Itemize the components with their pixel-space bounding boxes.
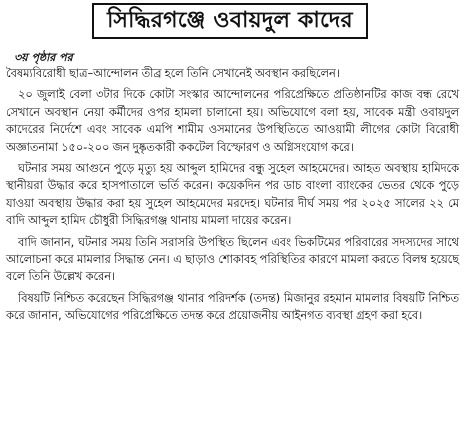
paragraph: বিষয়টি নিশ্চিত করেছেন সিদ্ধিরগঞ্জ থানার পরিদর্শক (তদন্ত) মিজানুর রহমান মামলার বিষয়টি নিশ্চিত করে জানান, অভিযোগের পরিপ্রেক্ষিতে তদন্ত করে প্রয়োজনীয় আইনগত ব্যবস্থা গ্রহণ করা হবে। (6, 291, 459, 323)
paragraph: বাদি জানান, ঘটনার সময় তিনি সরাসরি উপস্থিত ছিলেন এবং ভিকটিমের পরিবারের সদস্যদের সাথে আলোচনা করে মামলার সিদ্ধান্ত নেন। এ ছাড়াও শোকাবহ পরিস্থিতির কারণে মামলা করতে বিলম্ব হয়েছে বলে তিনি উল্লেখ করেন। (6, 235, 459, 284)
paragraph: ২০ জুলাই বেলা ৩টার দিকে কোটা সংস্কার আন্দোলনের পরিপ্রেক্ষিতে প্রতিষ্ঠানটির কাজ বন্ধ রেখে সেখানে অবস্থান নেয়া কর্মীদের ওপর হামলা চালানো হয়। অভিযোগে বলা হয়, সাবেক মন্ত্রী ওবায়দুল কাদেরের নির্দেশে এবং সাবেক এমপি শামীম ওসমানের উপস্থিতিতে আওয়ামী লীগের কোটা বিরোধী অজ্ঞাতনামা ১৫০-২০০ জন দুষ্কৃতকারী ককটেল বিস্ফোরণ ও অগ্নিসংযোগ করে। (6, 88, 459, 154)
headline: সিদ্ধিরগঞ্জে ওবায়দুল কাদের (107, 7, 353, 33)
continued-from-label: ৩য় পৃষ্ঠার পর (14, 51, 73, 64)
paragraph: বৈষম্যবিরোধী ছাত্র–আন্দোলন তীব্র হলে তিনি সেখানেই অবস্থান করছিলেন। (6, 67, 340, 80)
headline-box (92, 3, 368, 39)
article-body (6, 65, 459, 329)
paragraph: ঘটনার সময় আগুনে পুড়ে মৃত্যু হয় আব্দুল হামিদের বন্ধু সুহেল আহমেদের। আহত অবস্থায় হামিদকে স্থানীয়রা উদ্ধার করে হাসপাতালে ভর্তি করেন। কয়েকদিন পর ডাচ বাংলা ব্যাংকের ভেতর থেকে পুড়ে যাওয়া অবস্থায় উদ্ধার করা হয় সুহেল আহমেদের মরদেহ। ঘটনার দীর্ঘ সময় পর ২০২৫ সালের ২২ মে বাদি আব্দুল হামিদ চৌধুরী সিদ্ধিরগঞ্জ থানায় মামলা দায়ের করেন। (6, 162, 459, 228)
